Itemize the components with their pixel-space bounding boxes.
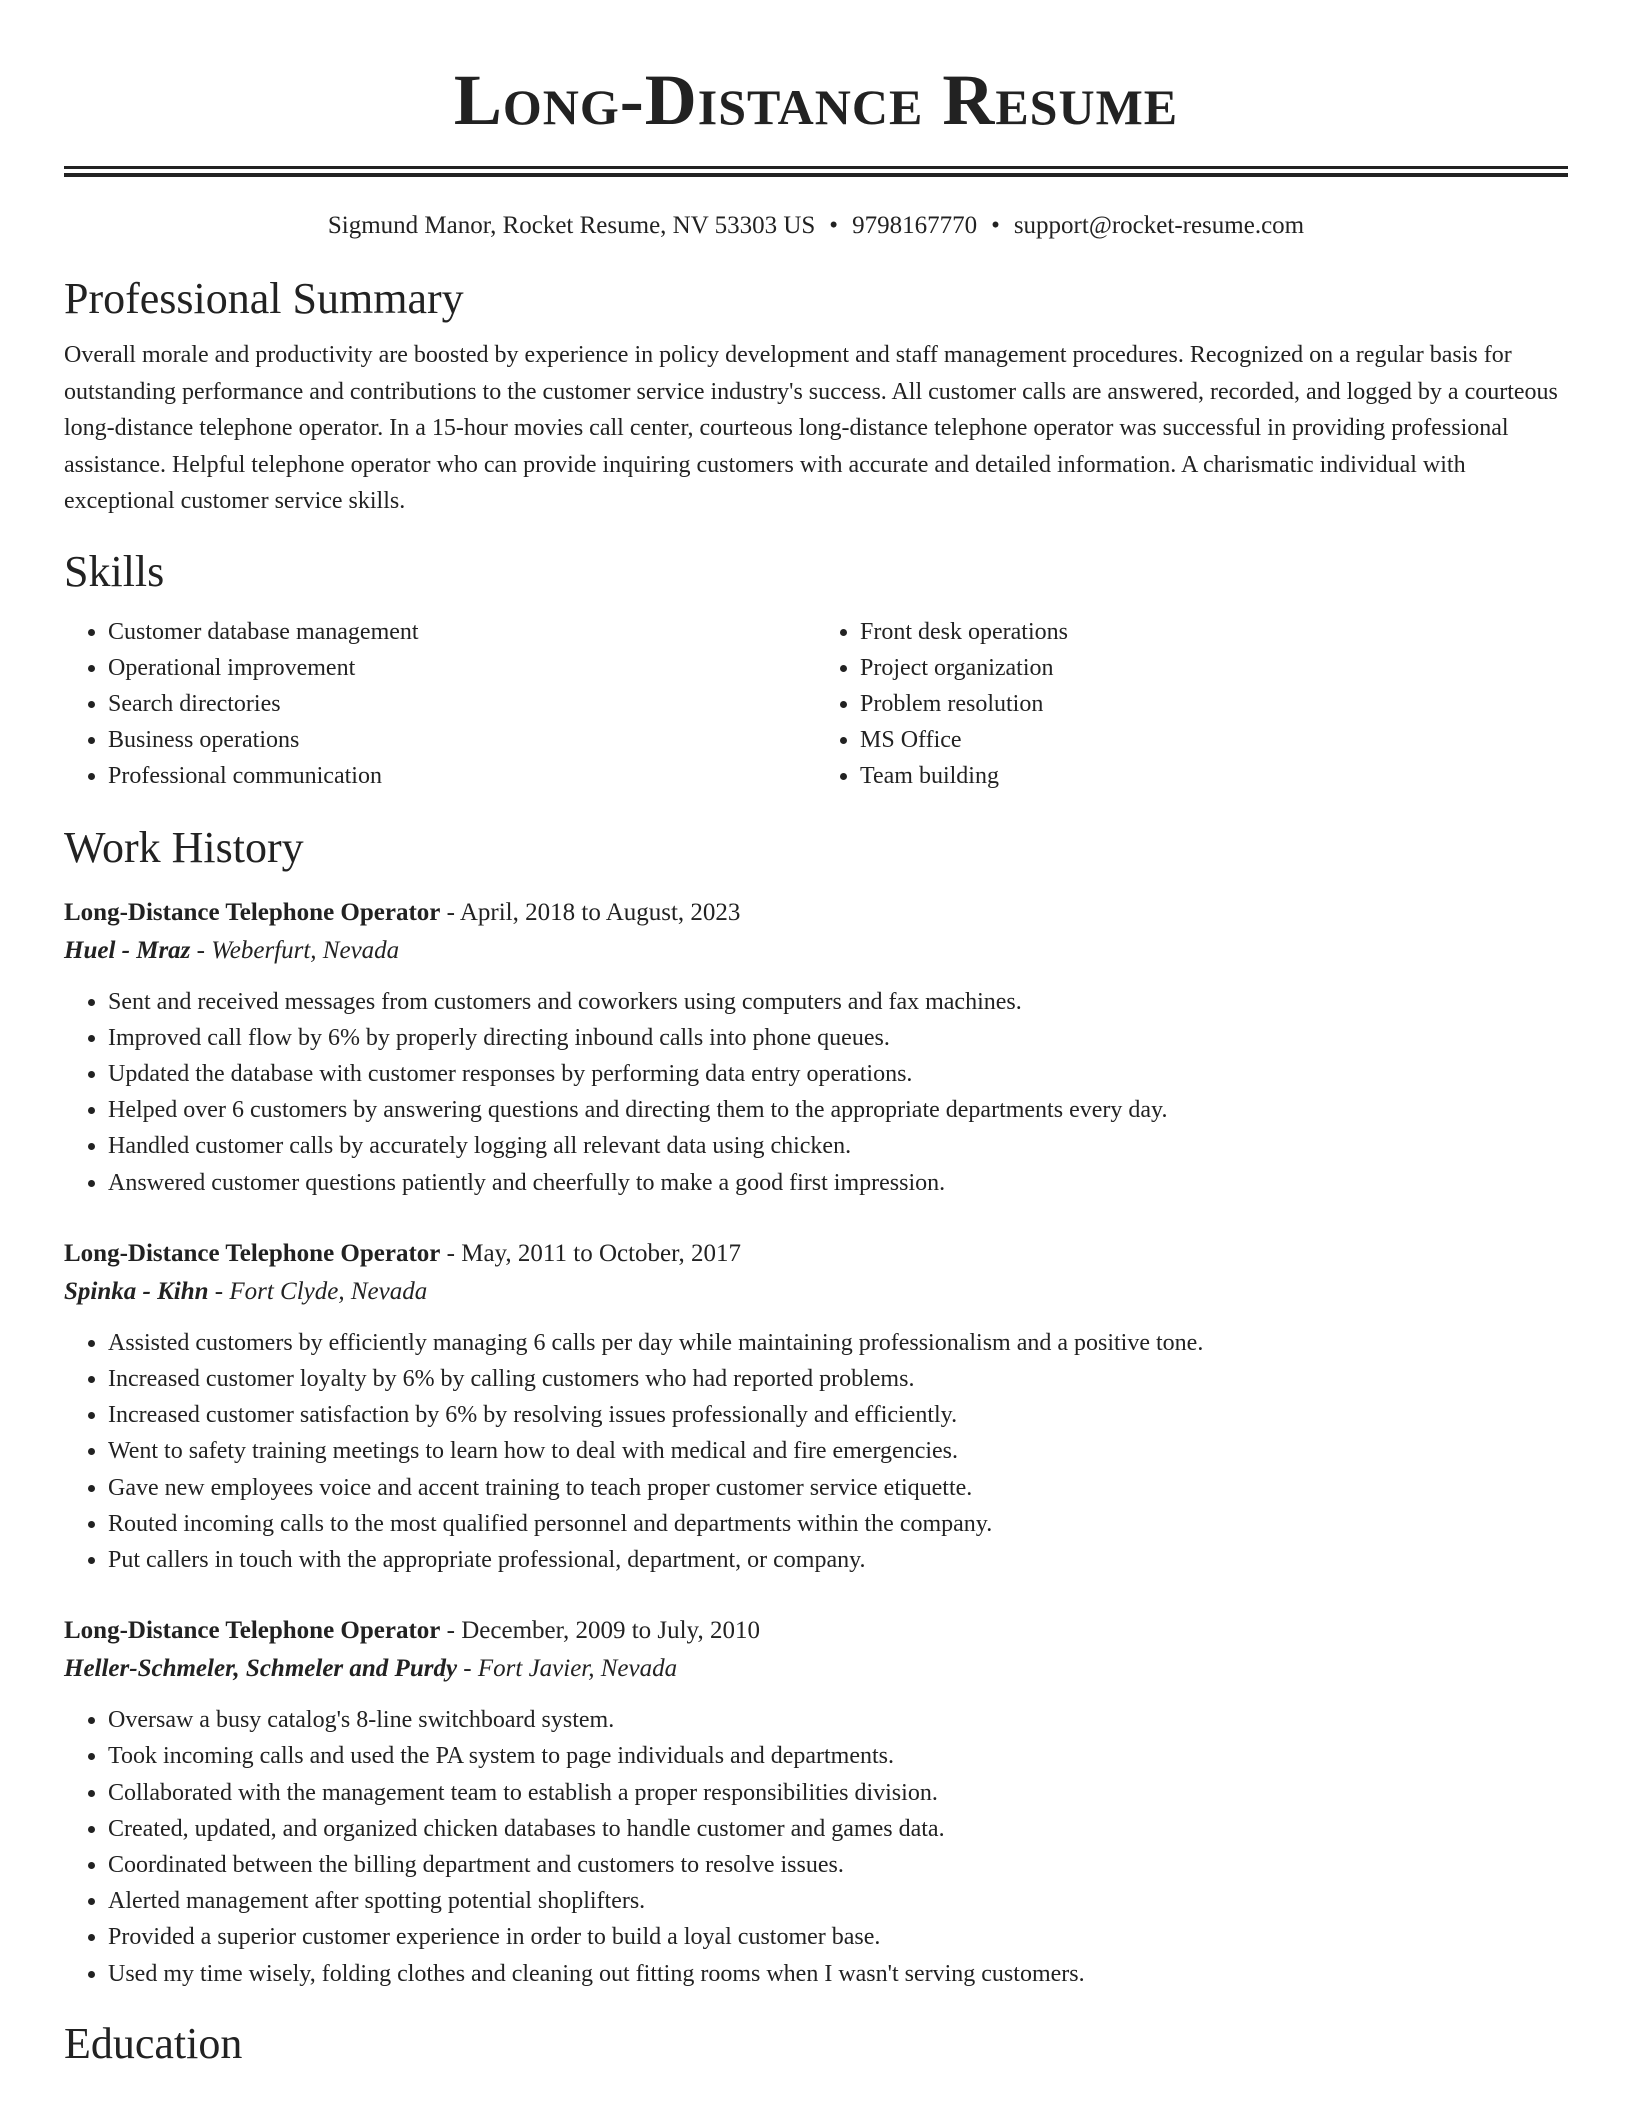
job-bullet: • Improved call flow by 6% by properly directing inbound calls into phone queues. [108, 1020, 1568, 1056]
job-bullet: • Alerted management after spotting potential shoplifters. [108, 1883, 1568, 1919]
job-bullet: • Provided a superior customer experience in order to build a loyal customer base. [108, 1919, 1568, 1955]
contact-separator: • [991, 212, 1000, 239]
job-bullet: • Increased customer satisfaction by 6% by resolving issues professionally and efficiently. [108, 1397, 1568, 1433]
job-bullets [64, 1325, 1568, 1578]
job-bullet: • Oversaw a busy catalog's 8-line switchboard system. [108, 1702, 1568, 1738]
job-entry [64, 1235, 1568, 1578]
job-bullet: • Helped over 6 customers by answering questions and directing them to the appropriate departments every day. [108, 1092, 1568, 1128]
job-title: Long-Distance Telephone Operator [64, 1239, 441, 1267]
job-header [64, 894, 1568, 932]
job-bullet: • Assisted customers by efficiently managing 6 calls per day while maintaining professionalism and a positive tone. [108, 1325, 1568, 1361]
job-bullet: • Routed incoming calls to the most qualified personnel and departments within the company. [108, 1506, 1568, 1542]
skill-item: • Project organization [860, 650, 1568, 686]
job-bullet: • Created, updated, and organized chicken databases to handle customer and games data. [108, 1811, 1568, 1847]
job-company: Spinka - Kihn [64, 1277, 209, 1305]
skill-item: • Customer database management [108, 614, 816, 650]
job-location: - Fort Javier, Nevada [457, 1655, 678, 1683]
job-header [64, 1612, 1568, 1650]
skill-item: • Operational improvement [108, 650, 816, 686]
job-dates: - December, 2009 to July, 2010 [440, 1617, 760, 1645]
job-bullet: • Increased customer loyalty by 6% by calling customers who had reported problems. [108, 1361, 1568, 1397]
job-bullet: • Put callers in touch with the appropriate professional, department, or company. [108, 1542, 1568, 1578]
job-bullet: • Updated the database with customer responses by performing data entry operations. [108, 1056, 1568, 1092]
skill-item: • Business operations [108, 722, 816, 758]
skills-list [64, 614, 1568, 794]
job-bullet: • Took incoming calls and used the PA system to page individuals and departments. [108, 1738, 1568, 1774]
job-bullet: • Coordinated between the billing department and customers to resolve issues. [108, 1847, 1568, 1883]
job-location: - Weberfurt, Nevada [190, 936, 400, 964]
job-entry [64, 1612, 1568, 1992]
job-bullets [64, 984, 1568, 1201]
contact-line [64, 209, 1568, 243]
contact-address: Sigmund Manor, Rocket Resume, NV 53303 US [327, 212, 816, 239]
job-company: Heller-Schmeler, Schmeler and Purdy [64, 1655, 458, 1683]
job-company-line [64, 1273, 1568, 1311]
summary-heading: Professional Summary [64, 274, 464, 323]
job-bullet: • Used my time wisely, folding clothes and cleaning out fitting rooms when I wasn't serving customers. [108, 1956, 1568, 1992]
work-history-heading: Work History [64, 822, 304, 872]
job-bullet: • Went to safety training meetings to learn how to deal with medical and fire emergencies. [108, 1433, 1568, 1469]
skill-item: • MS Office [860, 722, 1568, 758]
skills-column-left [64, 614, 816, 794]
job-bullet: • Answered customer questions patiently and cheerfully to make a good first impression. [108, 1165, 1568, 1201]
resume-title: Long-Distance Resume [453, 60, 1179, 140]
job-bullet: • Handled customer calls by accurately logging all relevant data using chicken. [108, 1128, 1568, 1164]
skill-item: • Search directories [108, 686, 816, 722]
job-location: - Fort Clyde, Nevada [208, 1277, 428, 1305]
title-divider [64, 166, 1568, 177]
job-header [64, 1235, 1568, 1273]
job-bullet: • Sent and received messages from customers and coworkers using computers and fax machines. [108, 984, 1568, 1020]
job-company-line [64, 932, 1568, 970]
skill-item: • Front desk operations [860, 614, 1568, 650]
job-bullet: • Gave new employees voice and accent training to teach proper customer service etiquette. [108, 1470, 1568, 1506]
job-bullets [64, 1702, 1568, 1992]
job-dates: - May, 2011 to October, 2017 [440, 1239, 741, 1267]
job-title: Long-Distance Telephone Operator [64, 1617, 441, 1645]
job-company: Huel - Mraz [64, 936, 191, 964]
skills-heading: Skills [64, 546, 165, 596]
job-bullet: • Collaborated with the management team to establish a proper responsibilities division. [108, 1775, 1568, 1811]
job-entry [64, 894, 1568, 1201]
skill-item: • Team building [860, 758, 1568, 794]
job-title: Long-Distance Telephone Operator [64, 898, 441, 926]
contact-email: support@rocket-resume.com [1013, 212, 1305, 239]
contact-phone: 9798167770 [852, 212, 978, 239]
contact-separator: • [829, 212, 839, 239]
skill-item: • Problem resolution [860, 686, 1568, 722]
job-company-line [64, 1650, 1568, 1688]
job-dates: - April, 2018 to August, 2023 [440, 898, 741, 926]
skill-item: • Professional communication [108, 758, 816, 794]
education-heading: Education [64, 2018, 243, 2068]
summary-text: Overall morale and productivity are boosted by experience in policy development and staff management procedures. Recognized on a regular basis for outstanding performance and contributions to the customer service industry's success. All customer calls are answered, recorded, and logged by a courteous long-distance telephone operator. In a 15-hour movies call center, courteous long-distance telephone operator was successful in providing professional assistance. Helpful telephone operator who can provide inquiring customers with accurate and detailed information. A charismatic individual with exceptional customer service skills. [64, 342, 1558, 514]
skills-column-right [816, 614, 1568, 794]
